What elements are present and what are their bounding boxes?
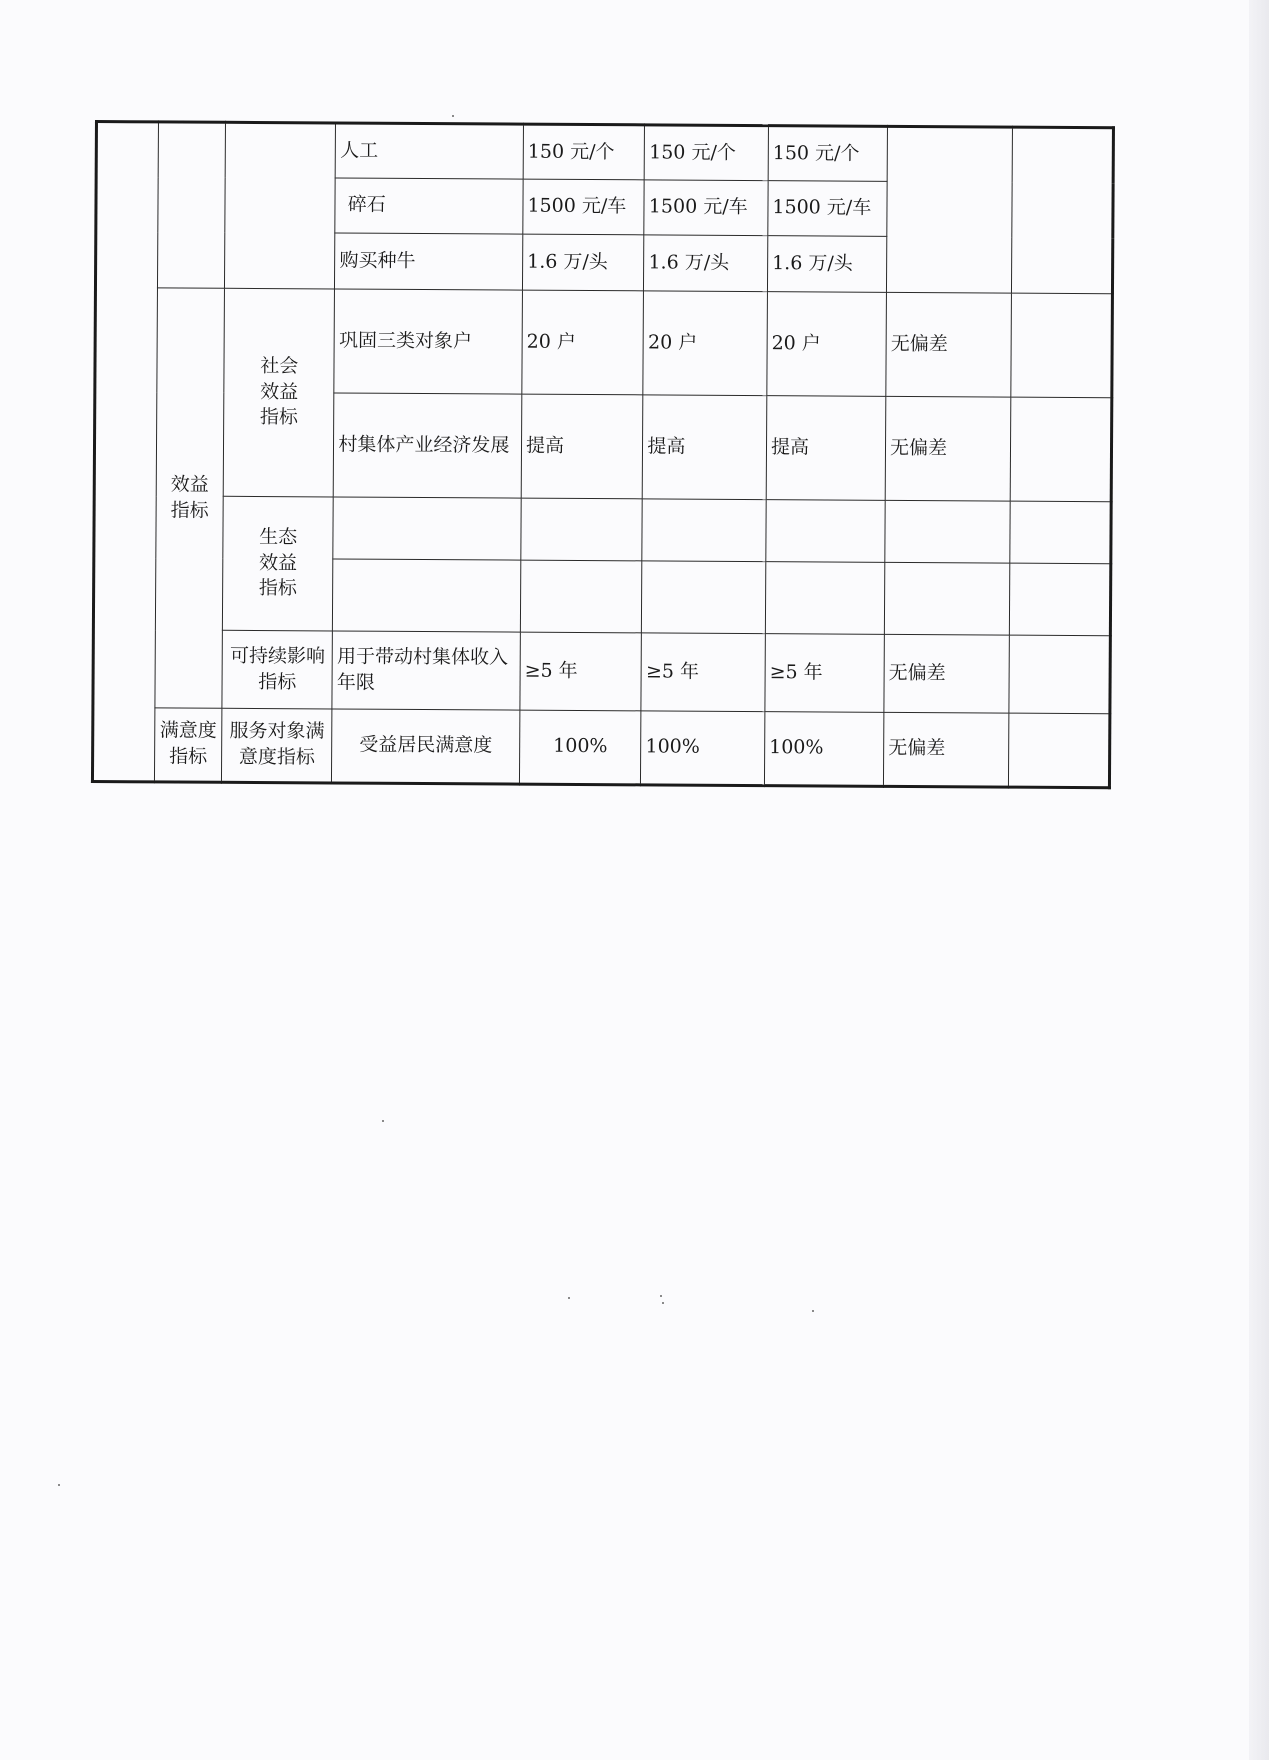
table-row <box>96 122 1113 183</box>
blank-cell <box>642 561 766 634</box>
blank-cell <box>884 562 1009 635</box>
scan-speck <box>382 1120 384 1122</box>
scan-speck <box>452 115 454 117</box>
value-cell: 1500 元/车 <box>768 181 887 237</box>
scan-speck <box>662 1302 664 1304</box>
value-cell: 100% <box>641 711 765 786</box>
value-cell: 1.6 万/头 <box>767 236 886 293</box>
value-cell: 150 元/个 <box>645 125 769 181</box>
value-cell: 提高 <box>643 395 767 500</box>
service-satisfaction-group: 服务对象满 意度指标 <box>222 708 333 783</box>
blank-cell <box>521 498 643 561</box>
value-cell: 提高 <box>766 396 886 501</box>
value-cell: ≥5 年 <box>641 633 765 712</box>
indicator-name: 用于带动村集体收入年限 <box>332 631 520 710</box>
scan-speck <box>58 1484 60 1486</box>
blank-cell <box>333 497 521 560</box>
value-cell: ≥5 年 <box>765 634 885 713</box>
blank-cell <box>642 499 766 562</box>
indicator-name: 碎石 <box>335 178 523 234</box>
satisfaction-indicator-group: 满意度 指标 <box>154 708 222 782</box>
value-cell: 100% <box>519 710 641 785</box>
remark-cell <box>1011 293 1113 398</box>
indicator-name: 巩固三类对象户 <box>334 289 522 394</box>
value-cell: 1.6 万/头 <box>522 234 644 291</box>
deviation-blank-cell <box>887 126 1013 293</box>
value-cell: 100% <box>764 712 884 787</box>
value-cell: ≥5 年 <box>520 632 642 711</box>
blank-cell <box>1010 501 1112 564</box>
scan-speck <box>812 1310 814 1312</box>
blank-cell <box>765 562 885 635</box>
remark-cell <box>1008 713 1110 788</box>
performance-indicator-table <box>91 120 1115 789</box>
scan-speck <box>660 1295 662 1297</box>
deviation-cell: 无偏差 <box>886 292 1011 397</box>
sustainable-impact-group: 可持续影响 指标 <box>222 630 333 709</box>
value-cell: 1500 元/车 <box>523 179 645 235</box>
blank-cell <box>333 559 521 632</box>
table-row <box>95 288 1113 398</box>
scan-edge-shadow <box>1249 0 1269 1760</box>
indicator-name: 人工 <box>335 123 523 179</box>
social-benefit-group: 社会 效益 指标 <box>223 288 334 497</box>
remark-cell <box>1009 635 1111 714</box>
blank-cell <box>766 500 885 563</box>
remark-blank-cell <box>1011 127 1113 294</box>
outer-first-column <box>92 122 158 782</box>
value-cell: 1.6 万/头 <box>644 235 768 292</box>
value-cell: 提高 <box>521 394 643 499</box>
ecological-benefit-group: 生态 效益 指标 <box>223 496 334 631</box>
value-cell: 20 户 <box>767 292 887 397</box>
value-cell: 20 户 <box>643 291 767 396</box>
deviation-cell: 无偏差 <box>884 712 1009 787</box>
value-cell: 20 户 <box>522 290 644 395</box>
table-row <box>92 707 1109 787</box>
table-row <box>93 629 1110 713</box>
blank-cell <box>1009 563 1111 636</box>
indicator-name: 受益居民满意度 <box>332 709 520 784</box>
blank-cell <box>520 560 642 633</box>
indicator-name: 购买种牛 <box>335 233 523 290</box>
deviation-cell: 无偏差 <box>885 396 1010 501</box>
blank-cell <box>885 500 1010 563</box>
level2-blank-cell <box>225 122 336 289</box>
value-cell: 1500 元/车 <box>644 180 768 236</box>
value-cell: 150 元/个 <box>768 126 887 182</box>
remark-cell <box>1010 397 1112 502</box>
benefit-indicator-group: 效益 指标 <box>155 288 225 708</box>
indicator-name: 村集体产业经济发展 <box>334 393 522 498</box>
table-row <box>94 496 1111 564</box>
deviation-cell: 无偏差 <box>884 634 1009 713</box>
level1-blank-cell <box>157 122 225 288</box>
scan-speck <box>568 1297 570 1299</box>
value-cell: 150 元/个 <box>523 124 645 180</box>
